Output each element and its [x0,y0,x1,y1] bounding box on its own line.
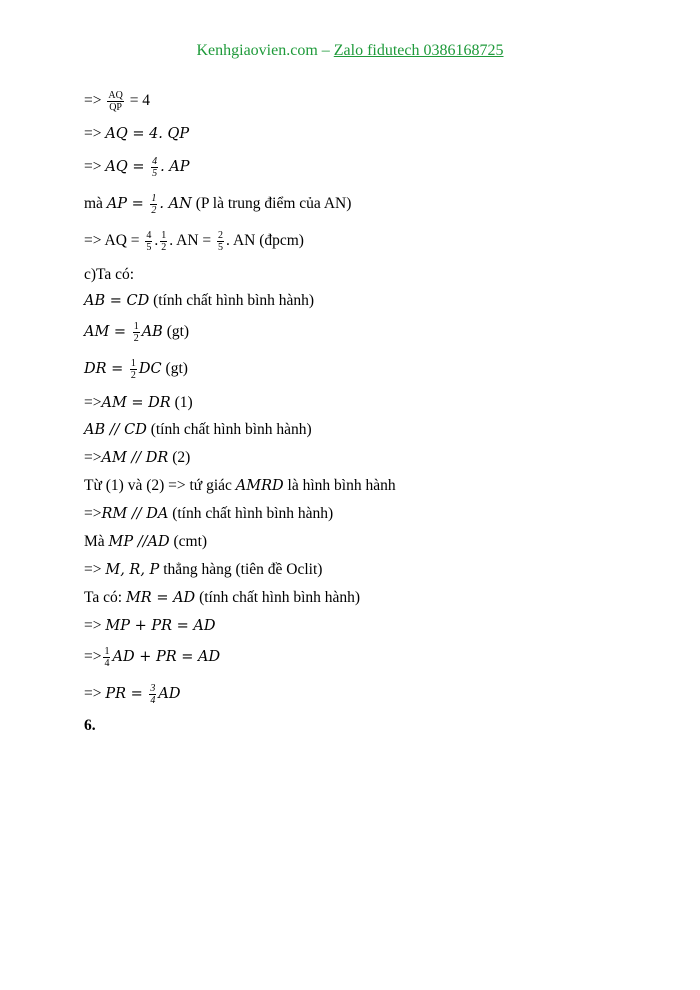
math-expression: AB = CD [84,293,150,309]
section-6-heading [84,716,96,736]
fraction [145,230,152,253]
arrow: => [84,125,102,142]
line-ratio [84,90,150,113]
equation-part: . [154,232,159,250]
arrow: => [84,92,102,110]
math-expression: AQ = [105,159,150,176]
numerator: 1 [161,230,167,241]
header-dash: – [317,42,334,59]
note-text: (gt) [161,360,188,378]
math-expression: AB [141,324,163,341]
prefix-text: Mà [84,533,109,550]
section-number: 6. [84,717,96,734]
line-dr-dc [84,358,188,381]
denominator: 4 [150,695,156,706]
denominator: 2 [130,370,136,381]
equation-rest: = 4 [125,92,151,110]
numerator: 4 [152,156,158,167]
math-expression: DR = [84,361,128,378]
math-expression: AP = [106,196,149,213]
note-text: (cmt) [169,533,208,550]
section-c-heading [84,265,134,285]
fraction [160,230,167,253]
note-text: (1) [170,394,193,411]
line-am-dr [84,393,193,413]
math-expression: . AP [160,159,190,176]
line-am-ab [84,321,189,344]
line-mr-ad [84,588,360,608]
numerator: 1 [133,321,139,332]
line-mp-pr-ad [84,616,215,636]
arrow: => [84,449,102,466]
text-part: Từ (1) và (2) => tứ giác [84,477,236,494]
section-text: c)Ta có: [84,266,135,283]
line-rm-parallel-da [84,504,333,524]
math-expression: AD [158,686,181,703]
line-pr-result [84,683,181,706]
note-text: (tính chất hình bình hành) [195,589,361,606]
numerator: AQ [108,90,123,101]
math-expression: . AN [159,196,192,213]
arrow: => [84,232,102,250]
denominator: 2 [151,205,157,216]
math-expression: AD + PR = AD [112,649,221,666]
denominator: 5 [146,242,152,253]
note-text: (gt) [162,323,190,341]
denominator: 4 [104,658,110,669]
arrow: => [84,685,106,703]
text-part: là hình bình hành [283,477,396,494]
line-mp-parallel-ad [84,532,207,552]
line-ap-an [84,193,351,216]
numerator: 3 [150,683,156,694]
site-name[interactable]: Kenhgiaovien.com [196,42,318,59]
math-expression: M, R, P [105,562,160,578]
fraction [151,156,158,179]
arrow: => [84,394,102,411]
line-aq-an-result [84,230,304,253]
arrow: => [84,617,106,634]
line-am-parallel-dr [84,448,190,468]
arrow: => [84,648,102,666]
line-aq-ap [84,156,190,179]
math-expression: DC [138,361,162,378]
denominator: QP [109,102,122,113]
math-expression: AMRD [235,478,284,494]
math-expression: AB // CD [84,422,147,438]
arrow: => [84,561,106,578]
numerator: 1 [104,646,110,657]
numerator: 1 [130,358,136,369]
denominator: 5 [152,168,158,179]
arrow: => [84,158,102,176]
math-expression: MR = AD [125,590,196,606]
arrow: => [84,505,102,522]
math-expression: MP + PR = AD [105,618,216,634]
denominator: 5 [218,242,224,253]
fraction [150,193,157,216]
line-amrd-parallelogram [84,476,396,496]
line-ab-cd [84,291,314,311]
numerator: 2 [218,230,224,241]
contact-link[interactable]: Zalo fidutech 0386168725 [333,42,504,59]
math-expression: AM = DR [101,395,171,411]
note-text: (2) [168,449,191,466]
math-expression: AM = [84,324,131,341]
fraction [133,321,140,344]
fraction [149,683,156,706]
denominator: 2 [161,242,167,253]
line-aq-4qp [84,124,189,144]
fraction [107,90,123,113]
equation-part: . AN (đpcm) [226,232,304,250]
math-expression: AQ = 4. QP [105,126,190,142]
equation-part: . AN = [169,232,216,250]
note-text: (tính chất hình bình hành) [146,421,312,438]
note-text: (tính chất hình bình hành) [149,292,315,309]
numerator: 4 [146,230,152,241]
page-header [0,42,700,60]
line-ab-parallel-cd [84,420,312,440]
note-text: (P là trung điểm của AN) [191,195,352,213]
equation-part: AQ = [101,232,144,250]
note-text: thẳng hàng (tiên đề Oclit) [159,561,323,578]
math-expression: AM // DR [101,450,169,466]
math-expression: RM // DA [101,506,169,522]
math-expression: MP //AD [108,534,170,550]
prefix-text: mà [84,195,103,213]
math-expression: PR = [105,686,148,703]
fraction [103,646,110,669]
prefix-text: Ta có: [84,589,126,606]
note-text: (tính chất hình bình hành) [168,505,334,522]
numerator: 1 [151,193,157,204]
line-collinear [84,560,322,580]
denominator: 2 [133,333,139,344]
fraction [130,358,137,381]
line-quarter-ad [84,646,220,669]
fraction [217,230,224,253]
